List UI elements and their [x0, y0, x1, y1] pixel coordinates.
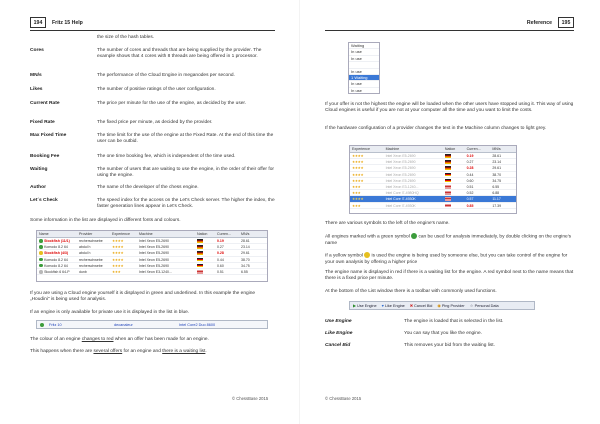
col-provider[interactable]: Provider [79, 232, 93, 236]
right-header [325, 17, 574, 29]
cell-machine: Intel Core i7-4930K [385, 197, 416, 202]
table-row[interactable] [37, 269, 267, 275]
term-fixed-rate: Fixed Rate [30, 120, 55, 125]
yellow-text-1: If a yellow symbol [325, 253, 365, 259]
symbols-paragraph: There are various symbols to the left of the engine's name. [325, 221, 450, 226]
waiting-column-list [349, 43, 379, 94]
def-max-fixed-time: The time limit for the use of the engine at the Fixed Rate. At the end of this time the user can be outbid. [97, 133, 274, 145]
col-mns[interactable]: MN/s [241, 232, 250, 236]
list-item[interactable]: In use [349, 49, 379, 55]
cell-mns: 23.14 [241, 245, 250, 250]
toolbar-cancel-bid[interactable]: ✖ Cancel Bid [409, 304, 433, 308]
def-waiting: The number of users that are waiting to use the engine, in the order of their offer for using the engine. [97, 167, 274, 179]
colour-paragraph [30, 337, 275, 343]
cell-nation [443, 153, 465, 158]
private-engine-provider: decanaleur [114, 322, 133, 327]
col-mns[interactable]: MN/s [492, 147, 501, 151]
cell-experience: ★★★ [112, 269, 121, 274]
cell-rate: 0.57 [466, 197, 474, 202]
cell-name [37, 244, 77, 249]
cell-experience: ★★★★ [352, 160, 364, 165]
flag-icon [197, 270, 203, 274]
cell-mns: 34.75 [241, 263, 250, 268]
engine-list-table [36, 230, 268, 282]
flag-icon [445, 185, 451, 189]
left-header [30, 17, 275, 29]
thumbs-up-icon: ♥ [381, 303, 384, 308]
person-icon: ☺ [469, 303, 474, 308]
cell-nation [443, 159, 465, 164]
engine-name: Stockfish (4/3) [44, 251, 69, 256]
engine-name: Komodo 8.2 64 [44, 257, 68, 262]
list-item[interactable]: In use [349, 56, 379, 62]
table-header [37, 231, 267, 238]
cell-rate: 0.85 [466, 203, 474, 208]
cell-experience: ★★★ [352, 184, 361, 189]
cell-rate: 0.60 [217, 263, 224, 268]
right-footer: © ChessBase 2015 [325, 396, 362, 401]
waiting-column-snippet [348, 42, 380, 94]
cell-machine: Intel Xeon E5-2690 [139, 257, 169, 262]
colour-text-2: when an offer has been made for an engine. [113, 337, 209, 342]
left-header-title: Fritz 15 Help [52, 20, 83, 26]
term-booking-fee: Booking Fee [30, 154, 60, 159]
happens-text-1: This happens when there are [30, 349, 94, 354]
def-booking-fee: The one time booking fee, which is independent of the time used. [97, 154, 236, 159]
left-header-rule [30, 30, 275, 31]
cell-rate: 0.28 [466, 166, 474, 171]
cell-machine: Intel Xeon E5-2690 [385, 160, 416, 165]
cloud-paragraph: If you are using a Cloud engine yourself it is displayed in green and underlined. In this example the engine „Houdini" is being used for analysis. [30, 291, 256, 303]
cell-name [37, 238, 77, 243]
cell-machine: Intel Xeon E5-2690 [385, 178, 416, 183]
status-dot-icon [39, 245, 43, 249]
cell-nation [443, 165, 465, 170]
cell-mns: 34.75 [492, 178, 502, 183]
cell-machine: Intel Xeon E3-1240... [385, 184, 419, 189]
green-text-2: can be used for analysis immediately, by double clicking on the engine's name [325, 234, 572, 246]
list-item[interactable]: In use [349, 81, 379, 87]
cell-experience: ★★★★ [112, 251, 124, 256]
status-green-icon [40, 323, 44, 327]
def-use-engine: The engine is loaded that is selected in the list. [404, 319, 504, 324]
cell-rate: 0.52 [466, 191, 474, 196]
intro-line: the size of the hash tables. [97, 35, 155, 40]
status-dot-icon [39, 270, 43, 274]
red-name-paragraph: The engine name is displayed in red if there is a waiting list for the engine. A red symbol next to the name means that there is a fixed price per minute. [325, 270, 574, 282]
term-use-engine: Use Engine [325, 319, 352, 324]
cell-mns: 17.39 [492, 203, 502, 208]
cell-experience: ★★★★ [352, 154, 364, 158]
cell-nation [443, 178, 465, 183]
cell-provider: dunb [79, 269, 87, 274]
cell-mns: 28.61 [241, 239, 250, 243]
flag-icon [445, 160, 451, 164]
cell-experience: ★★★★ [352, 178, 364, 183]
status-dot-icon [39, 239, 43, 243]
cell-experience: ★★★★ [352, 197, 364, 202]
term-author: Author [30, 185, 47, 190]
cell-nation [195, 269, 215, 274]
cell-rate: 0.44 [466, 172, 474, 177]
private-engine-row[interactable] [36, 320, 268, 329]
col-machine[interactable]: Machine [139, 232, 153, 236]
col-experience[interactable]: Experience [352, 147, 370, 151]
green-symbol-paragraph [325, 233, 574, 247]
left-page-number: 194 [30, 17, 46, 28]
cell-machine: Intel Core i7-4980HQ [385, 191, 419, 196]
cell-provider: recherschwebe [79, 263, 103, 268]
happens-text-3: . [205, 349, 207, 354]
list-toolbar [349, 301, 535, 310]
cell-rate: 0.51 [466, 184, 474, 189]
cell-machine: Intel Xeon E3-1240... [139, 269, 172, 274]
right-header-title: Reference [526, 20, 552, 26]
cell-mns: 28.61 [492, 154, 502, 158]
flag-icon [197, 245, 203, 249]
engine-name: Stockfish (11/1) [44, 239, 70, 243]
hardware-paragraph: If the hardware configuration of a provider changes the text in the Machine column changes to light grey. [325, 126, 547, 131]
cell-nation [443, 196, 465, 201]
flag-icon [445, 197, 451, 201]
cell-experience: ★★★★ [352, 166, 364, 171]
term-current-rate: Current Rate [30, 101, 60, 106]
cell-mns: 29.61 [492, 166, 502, 171]
term-like-engine: Like Engine [325, 331, 353, 336]
cell-nation [443, 172, 465, 177]
def-current-rate: The price per minute for the use of the engine, as decided by the user. [97, 101, 247, 106]
table-header [350, 146, 516, 153]
cell-mns: 38.70 [492, 172, 502, 177]
bid-paragraph: If your offer is not the highest the engine will be loaded when the other users have stopped using it. This way of using Cloud engines is useful if you are not at your computer all the time and you want to limit the costs. [325, 102, 574, 114]
ping-icon: ◉ [437, 304, 441, 308]
def-fixed-rate: The fixed price per minute, as decided by the provider. [97, 120, 213, 125]
cell-nation [443, 184, 465, 189]
table-body [350, 153, 516, 209]
cell-mns: 38.70 [241, 257, 250, 262]
col-nation[interactable]: Nation [444, 147, 456, 151]
cell-rate: 0.19 [217, 239, 224, 243]
flag-icon [197, 264, 203, 268]
list-item[interactable]: In use [349, 88, 379, 94]
col-rate[interactable]: Curren... [466, 147, 481, 151]
yellow-text-2: is used the engine is being used by someone else, but you can take control of the engine for your own analysis by offering a higher price [325, 253, 568, 265]
status-dot-icon [39, 251, 43, 255]
green-text-1: All engines marked with a green symbol [325, 234, 412, 240]
cell-mns: 6.55 [492, 184, 500, 189]
happens-underlined-2: there is a waiting list [162, 349, 206, 354]
cell-name [37, 250, 77, 255]
list-item[interactable]: In use [349, 69, 379, 75]
term-likes: Likes [30, 87, 43, 92]
term-waiting: Waiting [30, 167, 48, 172]
flag-icon [445, 204, 451, 208]
cell-mns: 23.14 [492, 160, 502, 165]
private-engine-name: Fritz 10 [49, 322, 62, 327]
engine-name: Stockfish 6 64-P [44, 269, 70, 274]
cell-experience: ★★★ [352, 203, 361, 208]
list-item[interactable]: Waiting [349, 43, 379, 49]
toolbar-ping-provider[interactable]: ◉ Ping Provider [437, 304, 465, 308]
def-cores: The number of cores and threads that are being supplied by the provider. The example shows that 4 cores with 8 threads are being offered in 1 processor. [97, 48, 262, 60]
flag-icon [445, 191, 451, 195]
cell-nation [195, 238, 215, 243]
cell-nation [195, 257, 215, 262]
cell-name [37, 263, 77, 268]
cell-experience: ★★★ [352, 191, 361, 196]
flag-icon [445, 173, 451, 177]
cell-experience: ★★★★ [112, 245, 124, 250]
flag-icon [197, 251, 203, 255]
flag-icon [197, 239, 203, 243]
engine-name: Komodo 8.2 64 [44, 245, 68, 250]
col-machine[interactable]: Machine [385, 147, 400, 151]
cell-machine: Intel Xeon E5-2690 [139, 251, 169, 256]
def-author: The name of the developer of the chess engine. [97, 185, 199, 190]
info-paragraph: Some information in the list are displayed in different fonts and colours. [30, 218, 181, 223]
machine-list-table [349, 145, 517, 214]
term-lets-check: Let´s Check [30, 198, 58, 203]
cell-machine: Intel Xeon E5-2690 [385, 172, 416, 177]
cell-nation [195, 250, 215, 255]
cell-rate: 0.51 [217, 269, 224, 274]
def-like-engine: You can say that you like the engine. [404, 331, 482, 336]
right-header-rule [325, 30, 574, 31]
right-page [300, 0, 600, 424]
cell-rate: 0.60 [466, 178, 474, 183]
cell-nation [443, 190, 465, 195]
play-icon: ▶ [353, 304, 356, 308]
col-experience[interactable]: Experience [112, 232, 130, 236]
toolbar-paragraph: At the bottom of the List window there is a toolbar with commonly used functions. [325, 289, 497, 294]
def-likes: The number of positive ratings of the user configuration. [97, 87, 216, 92]
cell-rate: 0.28 [217, 251, 224, 256]
cell-provider: recherschwebe [79, 257, 103, 262]
private-engine-machine: Intel Core2 Duo 8600 [179, 322, 216, 327]
colour-text-underlined: changes to red [81, 337, 114, 342]
cell-provider: abdul h [79, 245, 91, 250]
cell-experience: ★★★★ [112, 257, 124, 262]
cell-rate: 0.19 [466, 154, 474, 158]
col-rate[interactable]: Curren... [217, 232, 231, 236]
flag-icon [445, 154, 451, 158]
cell-experience: ★★★★ [112, 239, 124, 243]
status-dot-icon [39, 258, 43, 262]
happens-paragraph [30, 349, 275, 355]
def-mns: The performance of the Cloud Engine in meganodes per second. [97, 73, 235, 78]
cell-machine: Intel Xeon E5-2690 [385, 166, 416, 171]
cancel-icon: ✖ [409, 304, 413, 308]
cell-experience: ★★★★ [352, 172, 364, 177]
table-row[interactable] [350, 203, 516, 209]
flag-icon [445, 166, 451, 170]
term-mns: MN/s [30, 73, 42, 78]
cell-machine: Intel Xeon E5-2690 [139, 263, 169, 268]
toolbar-use-engine[interactable]: ▶ Use Engine [353, 304, 377, 308]
status-dot-icon [39, 264, 43, 268]
term-max-fixed-time: Max Fixed Time [30, 133, 67, 138]
cell-nation [443, 203, 465, 208]
cell-rate: 0.27 [466, 160, 474, 165]
flag-icon [445, 179, 451, 183]
cell-provider: recherschwebe [79, 239, 103, 243]
cell-provider: abdul h [79, 251, 91, 256]
list-item[interactable]: 1 Waiting [349, 75, 379, 81]
engine-name: Komodo 8.2 64 [44, 263, 68, 268]
cell-nation [195, 244, 215, 249]
right-page-number: 195 [558, 17, 574, 28]
toolbar-like-engine[interactable]: ♥ Like Engine [381, 303, 405, 308]
cell-rate: 0.44 [217, 257, 224, 262]
def-lets-check: The speed index for the access on the Let's Check server. The higher the index, the faster generation lines appear in Let's Check. [97, 198, 275, 210]
happens-text-2: for an engine and [122, 349, 163, 354]
table-body [37, 238, 267, 275]
cell-name [37, 269, 77, 274]
cell-rate: 0.27 [217, 245, 224, 250]
cell-mns: 6.88 [492, 191, 500, 196]
cell-machine: Intel Xeon E5-2690 [385, 154, 416, 158]
term-cancel-bid: Cancel Bid [325, 343, 351, 348]
cell-mns: 6.55 [241, 269, 248, 274]
toolbar-personal-data[interactable]: ☺ Personal Data [469, 303, 499, 308]
private-paragraph: If an engine is only available for private use it is displayed in the list in blue. [30, 310, 190, 315]
cell-machine: Intel Xeon E5-2690 [139, 245, 169, 250]
cell-machine: Intel Xeon E5-2690 [139, 239, 169, 243]
cell-experience: ★★★★ [112, 263, 124, 268]
cell-mns: 11.17 [492, 197, 501, 202]
cell-name [37, 257, 77, 262]
left-footer: © ChessBase 2015 [232, 396, 269, 401]
flag-icon [197, 258, 203, 262]
cell-nation [195, 263, 215, 268]
colour-text-1: The colour of an engine [30, 337, 82, 342]
cell-mns: 29.61 [241, 251, 250, 256]
term-cores: Cores [30, 48, 44, 53]
cell-machine: Intel Core i7-4930K [385, 203, 416, 208]
happens-underlined-1: several offers [93, 349, 123, 354]
def-cancel-bid: This removes your bid from the waiting list. [404, 343, 495, 348]
col-name[interactable]: Name [39, 232, 49, 236]
yellow-symbol-paragraph [325, 252, 574, 266]
col-nation[interactable]: Nation [197, 232, 208, 236]
